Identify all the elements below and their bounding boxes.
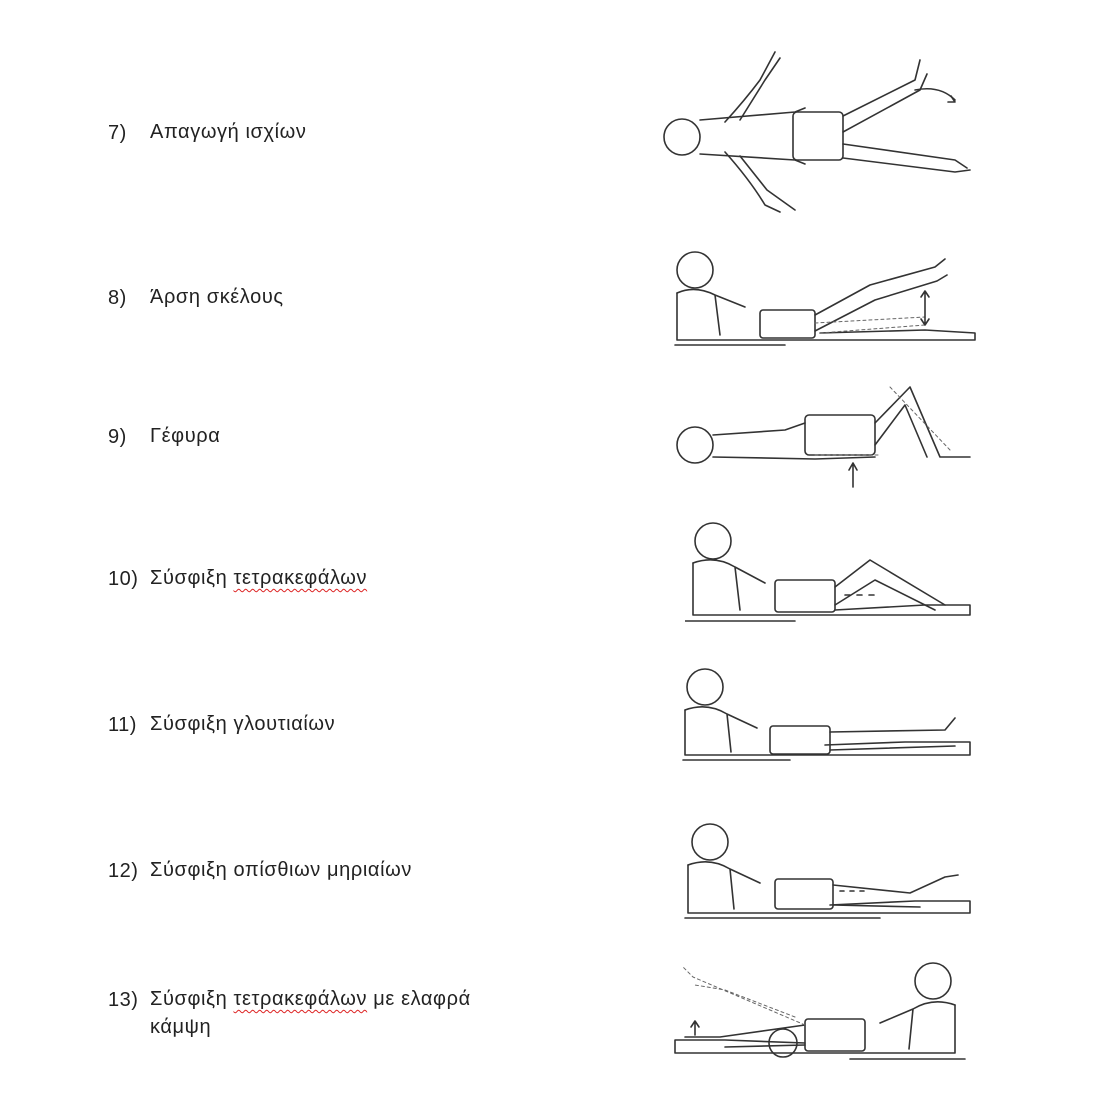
bridge-figure: [665, 375, 985, 490]
exercise-number: 7): [108, 122, 127, 144]
leg-raise-figure: [655, 245, 985, 360]
exercise-number: 10): [108, 568, 139, 590]
hip-abduction-figure: [655, 40, 985, 220]
exercise-label: [150, 985, 610, 1041]
label-prefix: Σύσφιξη: [150, 567, 234, 589]
label-prefix: Σύσφιξη: [150, 988, 234, 1010]
exercise-number: 12): [108, 860, 139, 882]
label-word: τετρακεφάλων: [233, 988, 368, 1010]
label-line2: κάμψη: [150, 1016, 212, 1038]
exercise-number: 9): [108, 426, 127, 448]
exercise-label: Σύσφιξη οπίσθιων μηριαίων: [150, 859, 412, 881]
exercise-label: [150, 564, 610, 592]
glutes-figure: [665, 660, 985, 770]
exercise-label: Σύσφιξη γλουτιαίων: [150, 713, 336, 735]
exercise-number: 11): [108, 714, 137, 736]
label-word: τετρακεφάλων: [233, 567, 368, 589]
exercise-label: Άρση σκέλους: [150, 286, 284, 308]
exercise-label: Γέφυρα: [150, 425, 221, 447]
quadriceps-bend-figure: [665, 955, 985, 1070]
exercise-label: Απαγωγή ισχίων: [150, 121, 307, 143]
exercise-number: 13): [108, 989, 139, 1011]
label-suffix: με ελαφρά: [367, 988, 471, 1010]
exercise-number: 8): [108, 287, 127, 309]
quadriceps-figure: [685, 515, 985, 630]
hamstrings-figure: [680, 815, 985, 925]
